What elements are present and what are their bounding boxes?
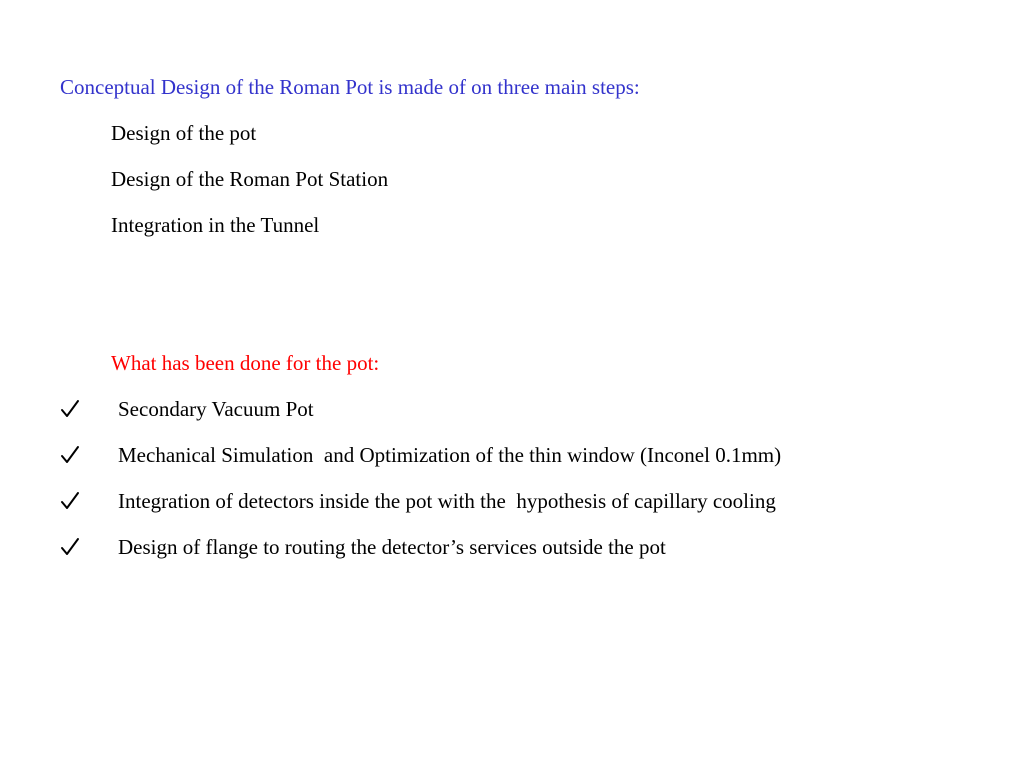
checkmark-icon bbox=[60, 397, 80, 421]
done-list-item bbox=[60, 443, 960, 467]
done-list-item bbox=[60, 535, 960, 559]
done-heading: What has been done for the pot: bbox=[111, 351, 380, 375]
done-item-text: Design of flange to routing the detector’s services outside the pot bbox=[118, 535, 666, 559]
step-item: Design of the Roman Pot Station bbox=[111, 167, 389, 191]
done-item-text: Secondary Vacuum Pot bbox=[118, 397, 314, 421]
checkmark-icon bbox=[60, 443, 80, 467]
done-list-item bbox=[60, 489, 960, 513]
done-list-item bbox=[60, 397, 960, 421]
done-item-text: Mechanical Simulation and Optimization of the thin window (Inconel 0.1mm) bbox=[118, 443, 782, 467]
checkmark-icon bbox=[60, 489, 80, 513]
step-item: Integration in the Tunnel bbox=[111, 213, 320, 237]
checkmark-icon bbox=[60, 535, 80, 559]
intro-text: Conceptual Design of the Roman Pot is made of on three main steps: bbox=[60, 75, 640, 99]
done-item-text: Integration of detectors inside the pot with the hypothesis of capillary cooling bbox=[118, 489, 776, 513]
step-item: Design of the pot bbox=[111, 121, 257, 145]
